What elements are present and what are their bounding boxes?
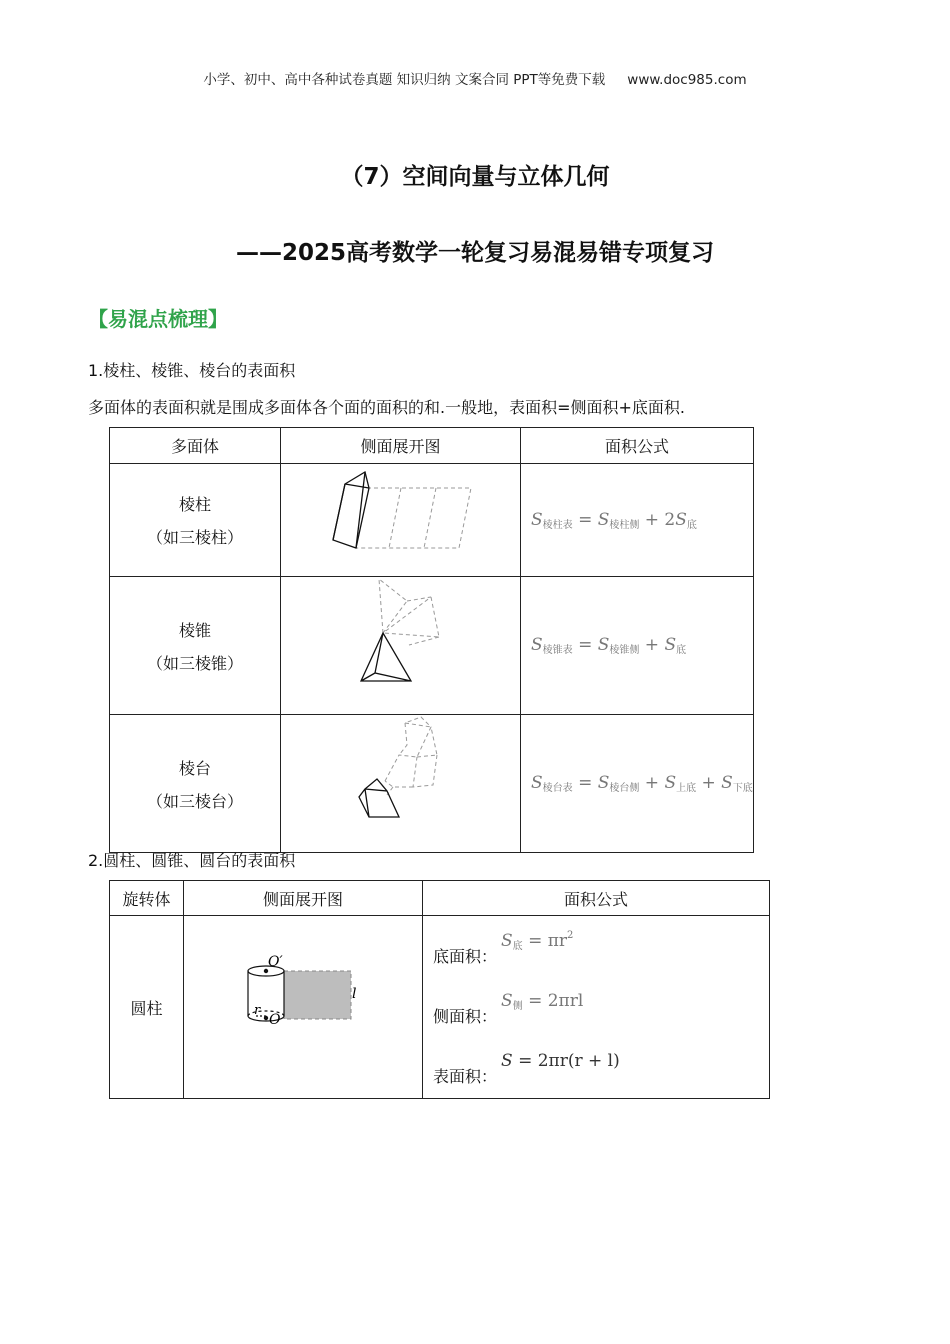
label-top-center: O′: [268, 954, 283, 970]
solid-name: 棱台: [178, 758, 211, 778]
formula-pyramid: $S_{棱锥表} = S_{棱锥侧} + S_底$: [531, 635, 687, 656]
label-generatrix: l: [352, 986, 357, 1002]
pyramid-net-cell: [281, 577, 521, 715]
table-row: [110, 577, 754, 715]
pyramid-net-figure: [281, 577, 520, 710]
cylinder-net-figure: [184, 916, 422, 1094]
table-header-row: [110, 428, 754, 464]
table-row: [110, 464, 754, 577]
frustum-net-cell: [281, 715, 521, 853]
formula-frustum: $S_{棱台表} = S_{棱台侧} + S_{上底} + S_{下底}$: [531, 773, 753, 794]
table-header: 面积公式: [423, 881, 770, 916]
page-title: （7）空间向量与立体几何: [340, 164, 610, 190]
solid-name-cell: [110, 715, 281, 853]
label-bottom-center: O: [269, 1012, 281, 1028]
formula-base-area: 底面积： $S_底 = \pi r^2$: [433, 930, 574, 966]
formula-total-area: 表面积： S = 2πr(r + l): [433, 1051, 620, 1086]
header-text: 小学、初中、高中各种试卷真题 知识归纳 文案合同 PPT等免费下载: [203, 72, 606, 88]
table-header: 侧面展开图: [281, 428, 521, 464]
table-row: [110, 916, 770, 1099]
table-header: 面积公式: [521, 428, 754, 464]
table-header: 旋转体: [110, 881, 184, 916]
prism-net-figure: [281, 464, 520, 572]
solid-example: （如三棱锥）: [146, 653, 243, 673]
formula-lateral-area: 侧面积： $S_侧 = 2\pi rl$: [433, 990, 584, 1026]
solid-name-cell: [110, 464, 281, 577]
header-site[interactable]: www.doc985.com: [627, 72, 747, 88]
cylinder-net-cell: [184, 916, 423, 1099]
formula-cell: [521, 464, 754, 577]
formula-cell: [423, 916, 770, 1099]
table-row: [110, 715, 754, 853]
solid-name: 棱柱: [178, 495, 211, 514]
table-header: 多面体: [110, 428, 281, 464]
page-header: [0, 68, 950, 88]
page-subtitle: ——2025高考数学一轮复习易混易错专项复习: [235, 240, 714, 266]
polyhedron-table: [109, 427, 754, 853]
formula-cell: [521, 577, 754, 715]
paragraph-2: 多面体的表面积就是围成多面体各个面的面积的和.一般地，表面积=侧面积+底面积.: [88, 398, 685, 417]
prism-net-cell: [281, 464, 521, 577]
frustum-net-figure: [281, 715, 520, 848]
section-heading: 【易混点梳理】: [88, 307, 228, 331]
solid-name: 圆柱: [110, 916, 184, 1099]
solid-name: 棱锥: [178, 620, 211, 640]
solid-example: （如三棱柱）: [146, 528, 243, 547]
paragraph-1: 1.棱柱、棱锥、棱台的表面积: [88, 361, 296, 380]
table-header-row: [110, 881, 770, 916]
solid-example: （如三棱台）: [146, 791, 243, 811]
formula-cell: [521, 715, 754, 853]
paragraph-3: 2.圆柱、圆锥、圆台的表面积: [88, 851, 296, 870]
solid-of-revolution-table: [109, 880, 770, 1099]
label-radius: r: [254, 1003, 261, 1018]
solid-name-cell: [110, 577, 281, 715]
formula-prism: $S_{棱柱表} = S_{棱柱侧} + 2S_底$: [531, 509, 697, 531]
table-header: 侧面展开图: [184, 881, 423, 916]
